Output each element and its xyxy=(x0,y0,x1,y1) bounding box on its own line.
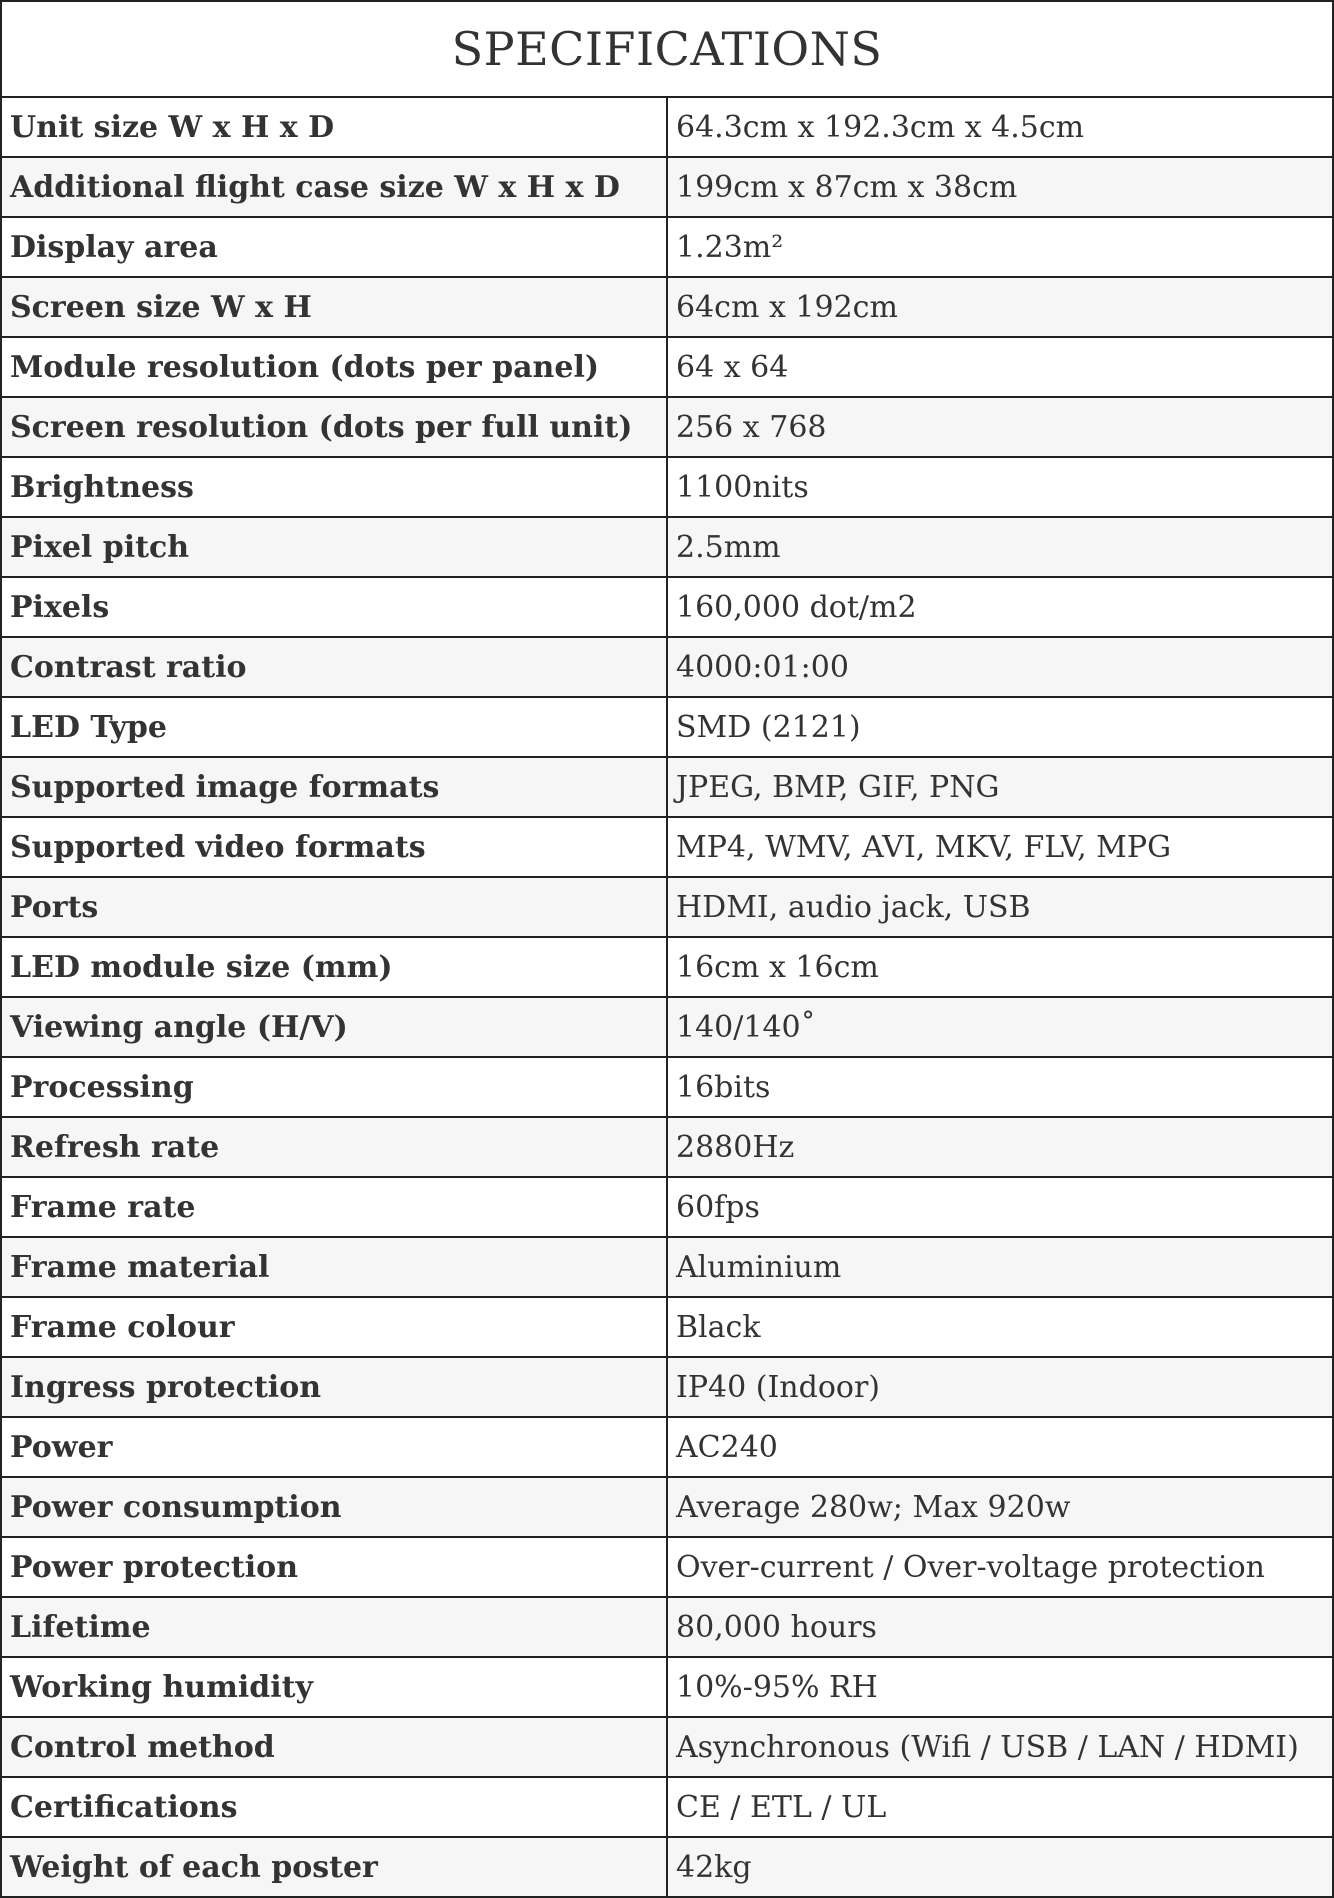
table-row xyxy=(1,1477,1333,1537)
spec-label: Brightness xyxy=(1,457,667,517)
spec-label: Power consumption xyxy=(1,1477,667,1537)
spec-label: Supported image formats xyxy=(1,757,667,817)
spec-label: Frame colour xyxy=(1,1297,667,1357)
spec-label: Working humidity xyxy=(1,1657,667,1717)
spec-value: Over-current / Over-voltage protection xyxy=(667,1537,1333,1597)
table-row xyxy=(1,277,1333,337)
spec-value: Asynchronous (Wifi / USB / LAN / HDMI) xyxy=(667,1717,1333,1777)
table-row xyxy=(1,997,1333,1057)
spec-value: Aluminium xyxy=(667,1237,1333,1297)
table-row xyxy=(1,97,1333,157)
spec-label: Screen size W x H xyxy=(1,277,667,337)
table-row xyxy=(1,1837,1333,1897)
spec-label: Pixel pitch xyxy=(1,517,667,577)
table-row xyxy=(1,757,1333,817)
spec-value: 199cm x 87cm x 38cm xyxy=(667,157,1333,217)
spec-label: Pixels xyxy=(1,577,667,637)
table-row xyxy=(1,457,1333,517)
spec-label: Screen resolution (dots per full unit) xyxy=(1,397,667,457)
table-row xyxy=(1,1597,1333,1657)
spec-value: 64cm x 192cm xyxy=(667,277,1333,337)
spec-label: Certifications xyxy=(1,1777,667,1837)
table-row xyxy=(1,697,1333,757)
table-row xyxy=(1,1297,1333,1357)
table-row xyxy=(1,1717,1333,1777)
table-row xyxy=(1,1417,1333,1477)
spec-value: JPEG, BMP, GIF, PNG xyxy=(667,757,1333,817)
spec-value: 1100nits xyxy=(667,457,1333,517)
table-title: SPECIFICATIONS xyxy=(1,1,1333,97)
spec-label: Refresh rate xyxy=(1,1117,667,1177)
spec-value: 16cm x 16cm xyxy=(667,937,1333,997)
spec-value: Black xyxy=(667,1297,1333,1357)
spec-value: 1.23m² xyxy=(667,217,1333,277)
spec-value: MP4, WMV, AVI, MKV, FLV, MPG xyxy=(667,817,1333,877)
spec-value: AC240 xyxy=(667,1417,1333,1477)
title-row xyxy=(1,1,1333,97)
spec-value: 10%-95% RH xyxy=(667,1657,1333,1717)
spec-label: Contrast ratio xyxy=(1,637,667,697)
table-row xyxy=(1,397,1333,457)
table-body xyxy=(1,97,1333,1897)
table-row xyxy=(1,517,1333,577)
spec-label: Control method xyxy=(1,1717,667,1777)
table-row xyxy=(1,817,1333,877)
table-row xyxy=(1,877,1333,937)
spec-label: Frame rate xyxy=(1,1177,667,1237)
spec-value: 160,000 dot/m2 xyxy=(667,577,1333,637)
spec-value: 60fps xyxy=(667,1177,1333,1237)
table-row xyxy=(1,637,1333,697)
spec-label: LED module size (mm) xyxy=(1,937,667,997)
spec-value: HDMI, audio jack, USB xyxy=(667,877,1333,937)
spec-label: Viewing angle (H/V) xyxy=(1,997,667,1057)
table-row xyxy=(1,1537,1333,1597)
spec-label: Ingress protection xyxy=(1,1357,667,1417)
spec-value: IP40 (Indoor) xyxy=(667,1357,1333,1417)
spec-label: Additional flight case size W x H x D xyxy=(1,157,667,217)
spec-value: 80,000 hours xyxy=(667,1597,1333,1657)
spec-value: 2880Hz xyxy=(667,1117,1333,1177)
table-header xyxy=(1,1,1333,97)
spec-label: Unit size W x H x D xyxy=(1,97,667,157)
table-row xyxy=(1,1057,1333,1117)
table-row xyxy=(1,1237,1333,1297)
table-row xyxy=(1,337,1333,397)
table-row xyxy=(1,577,1333,637)
spec-label: Power xyxy=(1,1417,667,1477)
spec-label: LED Type xyxy=(1,697,667,757)
spec-label: Display area xyxy=(1,217,667,277)
table-row xyxy=(1,217,1333,277)
spec-value: 256 x 768 xyxy=(667,397,1333,457)
table-row xyxy=(1,1117,1333,1177)
spec-value: 42kg xyxy=(667,1837,1333,1897)
spec-value: Average 280w; Max 920w xyxy=(667,1477,1333,1537)
spec-value: 16bits xyxy=(667,1057,1333,1117)
table-row xyxy=(1,937,1333,997)
table-row xyxy=(1,1657,1333,1717)
spec-label: Power protection xyxy=(1,1537,667,1597)
table-row xyxy=(1,1357,1333,1417)
spec-value: 64 x 64 xyxy=(667,337,1333,397)
spec-value: 2.5mm xyxy=(667,517,1333,577)
spec-label: Supported video formats xyxy=(1,817,667,877)
spec-value: 64.3cm x 192.3cm x 4.5cm xyxy=(667,97,1333,157)
spec-label: Ports xyxy=(1,877,667,937)
spec-value: 140/140˚ xyxy=(667,997,1333,1057)
spec-label: Weight of each poster xyxy=(1,1837,667,1897)
table-row xyxy=(1,157,1333,217)
spec-value: SMD (2121) xyxy=(667,697,1333,757)
spec-label: Module resolution (dots per panel) xyxy=(1,337,667,397)
table-row xyxy=(1,1177,1333,1237)
spec-label: Processing xyxy=(1,1057,667,1117)
table-row xyxy=(1,1777,1333,1837)
spec-value: CE / ETL / UL xyxy=(667,1777,1333,1837)
spec-label: Frame material xyxy=(1,1237,667,1297)
spec-value: 4000:01:00 xyxy=(667,637,1333,697)
spec-label: Lifetime xyxy=(1,1597,667,1657)
